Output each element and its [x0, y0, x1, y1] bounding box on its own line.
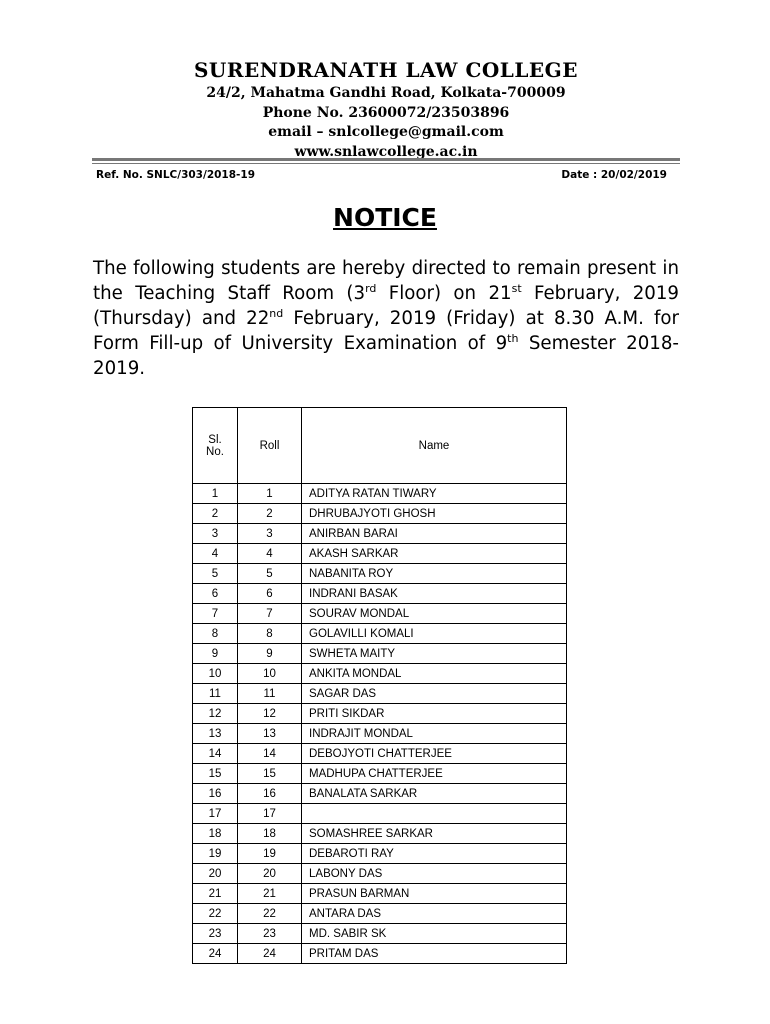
table-row: [193, 924, 567, 944]
cell-roll: 1: [238, 484, 302, 504]
header-divider-thin: [92, 163, 680, 164]
header-sl-line1: Sl.: [208, 433, 222, 446]
cell-sl-no: 3: [193, 524, 238, 544]
cell-name: INDRANI BASAK: [302, 584, 567, 604]
cell-sl-no: 14: [193, 744, 238, 764]
college-email: email – snlcollege@gmail.com: [268, 124, 504, 140]
cell-sl-no: 4: [193, 544, 238, 564]
header-sl-no: [193, 408, 238, 484]
table-row: [193, 864, 567, 884]
cell-roll: 18: [238, 824, 302, 844]
cell-name: MADHUPA CHATTERJEE: [302, 764, 567, 784]
cell-roll: 19: [238, 844, 302, 864]
ordinal-suffix-2: st: [511, 281, 522, 295]
header-name: Name: [302, 408, 567, 484]
table-row: [193, 484, 567, 504]
cell-roll: 13: [238, 724, 302, 744]
body-text-3: February, 2019 (Thursday) and 22: [93, 283, 680, 329]
header-divider-thick: [92, 158, 680, 161]
cell-sl-no: 11: [193, 684, 238, 704]
cell-sl-no: 23: [193, 924, 238, 944]
table-row: [193, 784, 567, 804]
cell-sl-no: 24: [193, 944, 238, 964]
cell-name: PRASUN BARMAN: [302, 884, 567, 904]
student-list-table: [192, 407, 567, 964]
cell-name: DEBAROTI RAY: [302, 844, 567, 864]
table-row: [193, 624, 567, 644]
reference-number: Ref. No. SNLC/303/2018-19: [96, 169, 256, 181]
cell-sl-no: 22: [193, 904, 238, 924]
cell-roll: 6: [238, 584, 302, 604]
table-row: [193, 564, 567, 584]
cell-sl-no: 9: [193, 644, 238, 664]
cell-roll: 21: [238, 884, 302, 904]
cell-name: [302, 804, 567, 824]
table-row: [193, 504, 567, 524]
notice-date: Date : 20/02/2019: [561, 169, 667, 181]
cell-sl-no: 13: [193, 724, 238, 744]
cell-name: GOLAVILLI KOMALI: [302, 624, 567, 644]
cell-name: AKASH SARKAR: [302, 544, 567, 564]
ordinal-suffix-1: rd: [365, 281, 377, 295]
cell-sl-no: 17: [193, 804, 238, 824]
cell-roll: 8: [238, 624, 302, 644]
letterhead: [92, 56, 680, 162]
cell-name: PRITAM DAS: [302, 944, 567, 964]
ordinal-suffix-4: th: [507, 331, 519, 345]
college-phone: Phone No. 23600072/23503896: [262, 104, 510, 121]
cell-name: ADITYA RATAN TIWARY: [302, 484, 567, 504]
table-row: [193, 744, 567, 764]
cell-name: LABONY DAS: [302, 864, 567, 884]
header-roll: Roll: [238, 408, 302, 484]
table-row: [193, 604, 567, 624]
table-row: [193, 644, 567, 664]
cell-roll: 4: [238, 544, 302, 564]
cell-name: SOMASHREE SARKAR: [302, 824, 567, 844]
cell-sl-no: 20: [193, 864, 238, 884]
college-website: www.snlawcollege.ac.in: [294, 143, 478, 160]
notice-title: NOTICE: [333, 203, 437, 232]
cell-roll: 5: [238, 564, 302, 584]
table-row: [193, 524, 567, 544]
table-row: [193, 944, 567, 964]
table-row: [193, 704, 567, 724]
cell-roll: 16: [238, 784, 302, 804]
notice-body: [93, 256, 679, 381]
cell-sl-no: 5: [193, 564, 238, 584]
cell-roll: 23: [238, 924, 302, 944]
table-row: [193, 884, 567, 904]
cell-sl-no: 8: [193, 624, 238, 644]
cell-name: ANKITA MONDAL: [302, 664, 567, 684]
cell-roll: 15: [238, 764, 302, 784]
college-name: SURENDRANATH LAW COLLEGE: [193, 58, 578, 82]
cell-sl-no: 10: [193, 664, 238, 684]
table-header-row: [193, 408, 567, 484]
cell-sl-no: 7: [193, 604, 238, 624]
body-text-4: February, 2019 (Friday) at 8.30 A.M. for Form Fill-up of University Examination of 9: [93, 308, 679, 354]
table-row: [193, 824, 567, 844]
table-row: [193, 724, 567, 744]
cell-roll: 11: [238, 684, 302, 704]
cell-name: ANTARA DAS: [302, 904, 567, 924]
cell-name: SAGAR DAS: [302, 684, 567, 704]
cell-name: ANIRBAN BARAI: [302, 524, 567, 544]
body-text-5: Semester 2018-2019.: [93, 333, 679, 379]
table-row: [193, 804, 567, 824]
college-address: 24/2, Mahatma Gandhi Road, Kolkata-700009: [206, 85, 566, 101]
cell-name: BANALATA SARKAR: [302, 784, 567, 804]
cell-sl-no: 16: [193, 784, 238, 804]
cell-roll: 10: [238, 664, 302, 684]
cell-sl-no: 1: [193, 484, 238, 504]
table-row: [193, 544, 567, 564]
table-row: [193, 844, 567, 864]
cell-roll: 12: [238, 704, 302, 724]
cell-roll: 20: [238, 864, 302, 884]
table-row: [193, 584, 567, 604]
header-sl-line2: No.: [206, 445, 224, 458]
table-row: [193, 764, 567, 784]
cell-name: SOURAV MONDAL: [302, 604, 567, 624]
cell-roll: 24: [238, 944, 302, 964]
cell-sl-no: 2: [193, 504, 238, 524]
cell-sl-no: 6: [193, 584, 238, 604]
cell-name: NABANITA ROY: [302, 564, 567, 584]
cell-name: DHRUBAJYOTI GHOSH: [302, 504, 567, 524]
cell-sl-no: 18: [193, 824, 238, 844]
cell-roll: 3: [238, 524, 302, 544]
cell-roll: 9: [238, 644, 302, 664]
cell-roll: 17: [238, 804, 302, 824]
cell-name: MD. SABIR SK: [302, 924, 567, 944]
cell-name: PRITI SIKDAR: [302, 704, 567, 724]
cell-sl-no: 21: [193, 884, 238, 904]
table-row: [193, 904, 567, 924]
cell-roll: 14: [238, 744, 302, 764]
cell-sl-no: 19: [193, 844, 238, 864]
table-row: [193, 664, 567, 684]
body-text-1: The following students are hereby directed to remain present in the Teaching Staff Room (3: [93, 258, 679, 304]
cell-roll: 2: [238, 504, 302, 524]
cell-roll: 22: [238, 904, 302, 924]
cell-name: DEBOJYOTI CHATTERJEE: [302, 744, 567, 764]
cell-name: SWHETA MAITY: [302, 644, 567, 664]
cell-roll: 7: [238, 604, 302, 624]
cell-sl-no: 12: [193, 704, 238, 724]
body-text-2: Floor) on 21: [376, 283, 512, 304]
ordinal-suffix-3: nd: [269, 306, 284, 320]
table-row: [193, 684, 567, 704]
cell-sl-no: 15: [193, 764, 238, 784]
cell-name: INDRAJIT MONDAL: [302, 724, 567, 744]
